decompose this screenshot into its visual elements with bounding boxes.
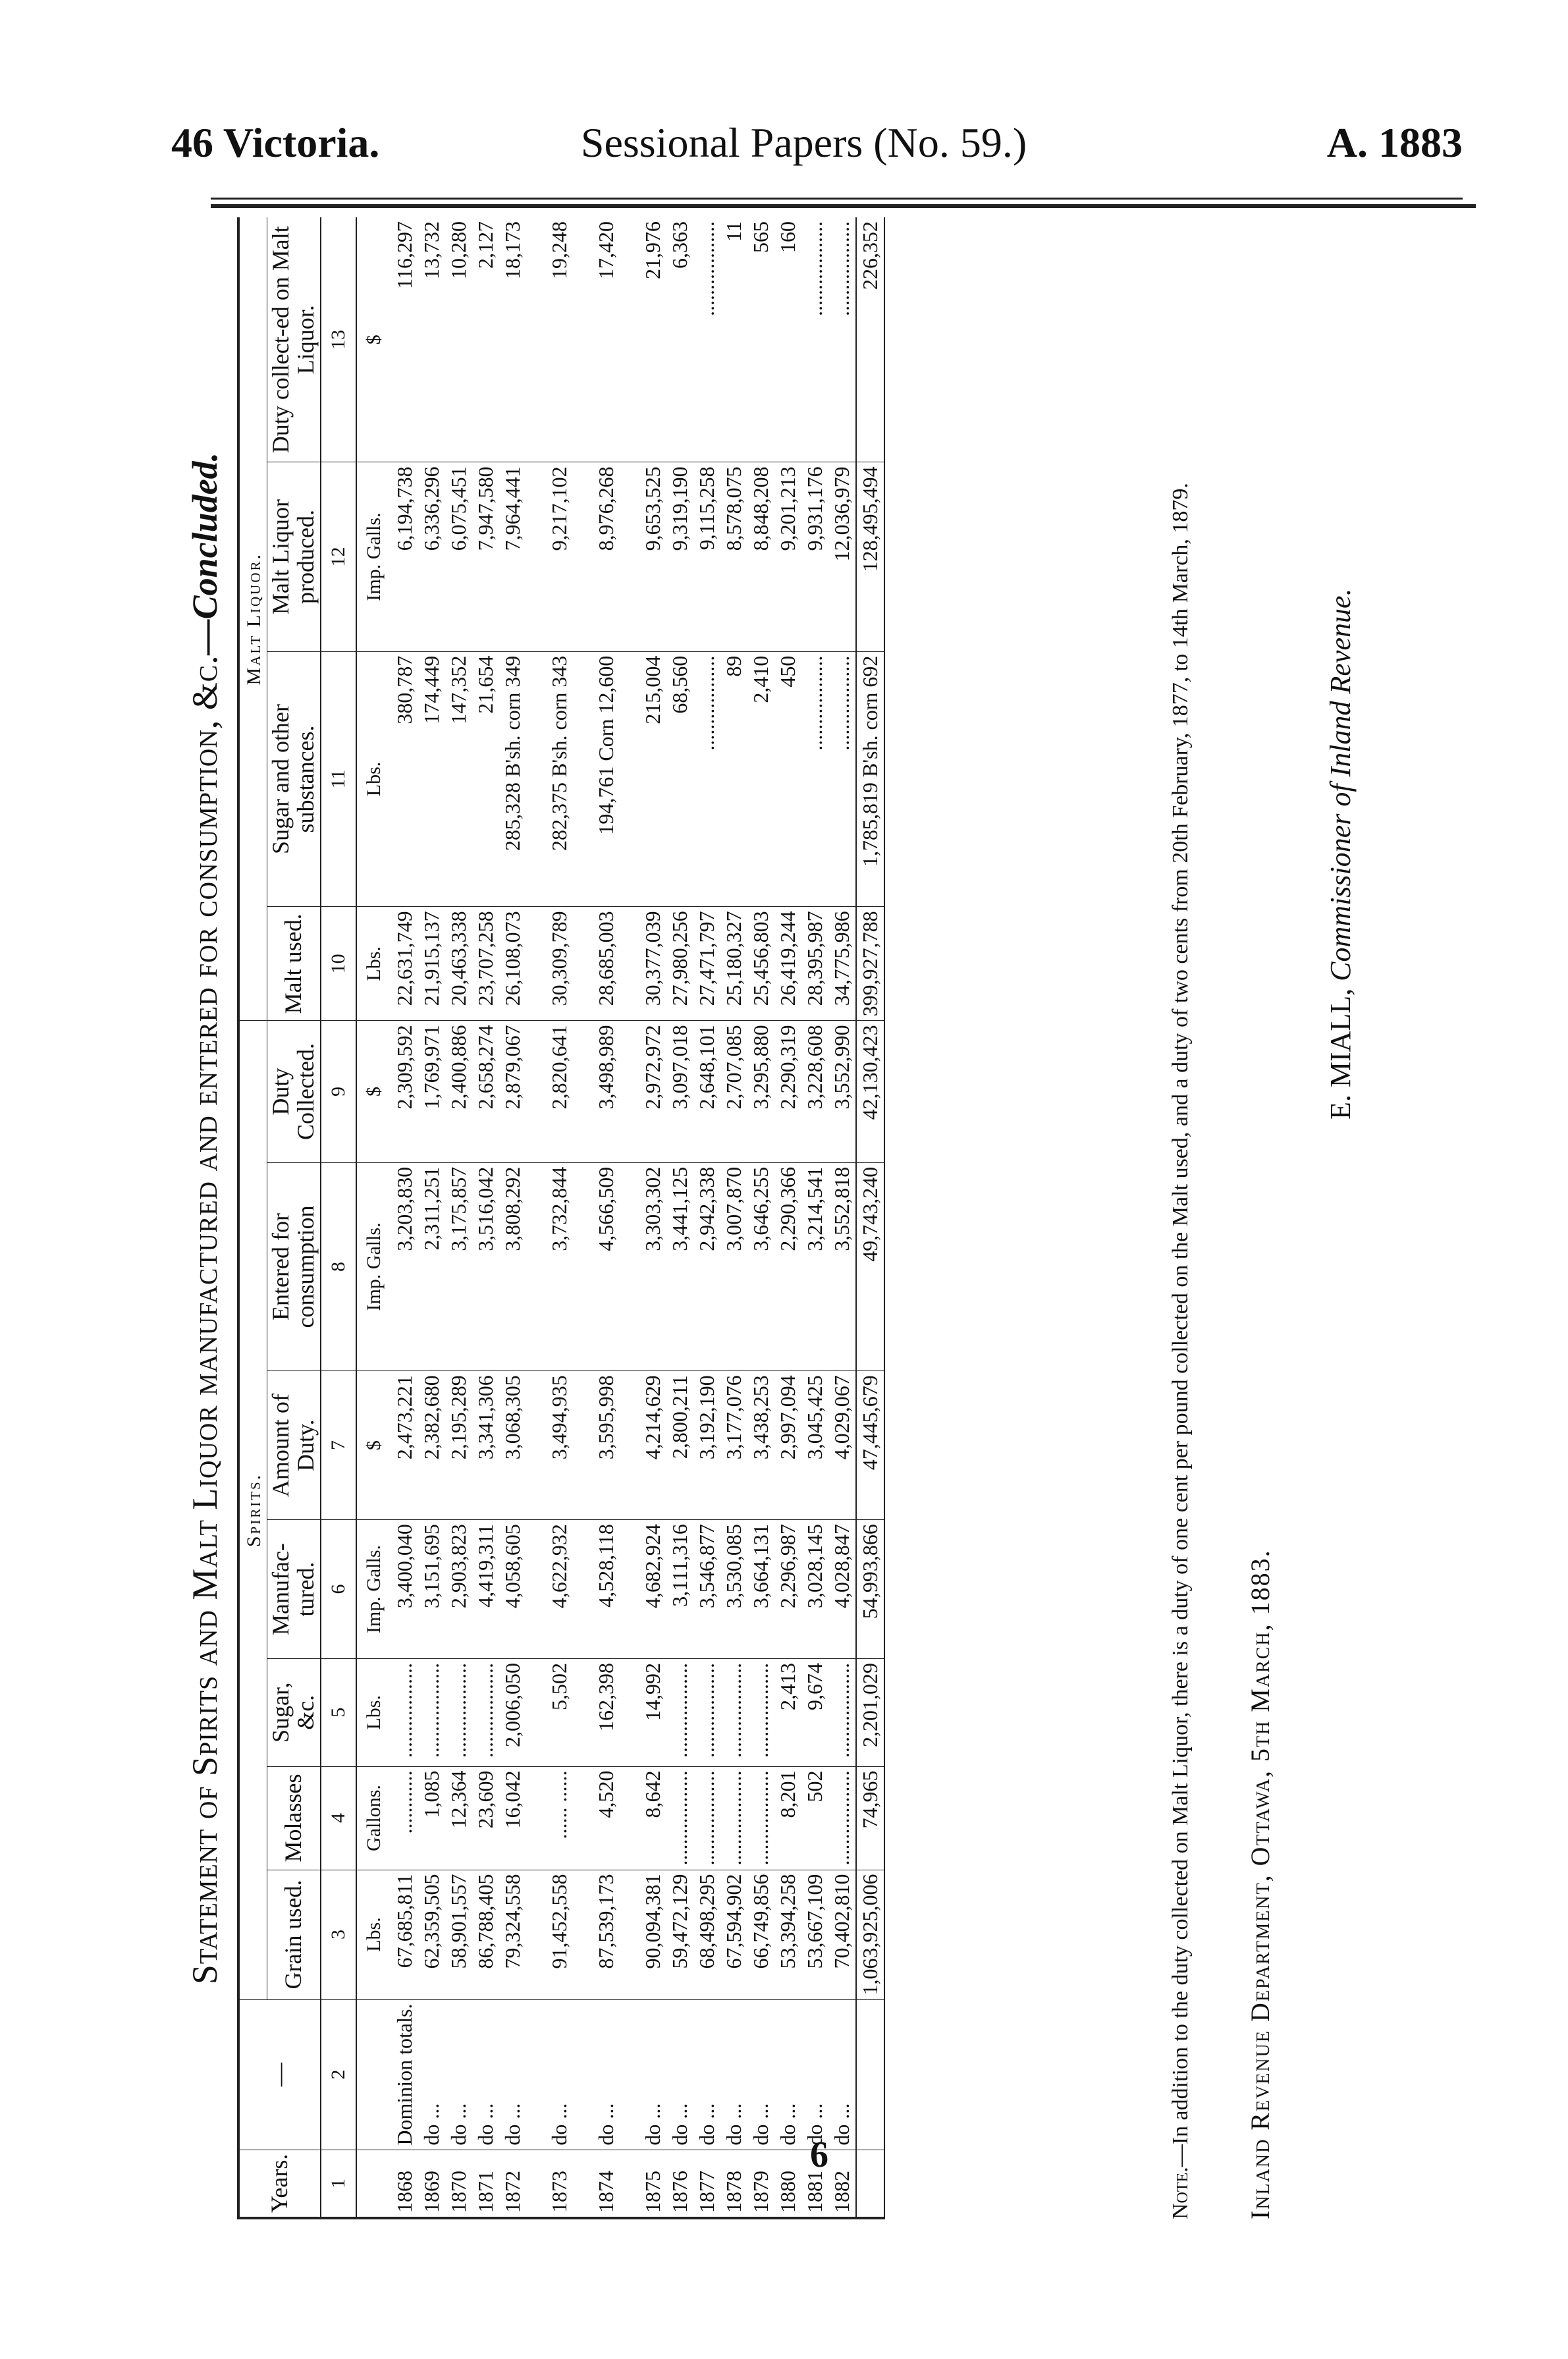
amount-duty-cell: 2,997,094 <box>774 1371 801 1520</box>
sugar-cell: .................. <box>418 1659 445 1767</box>
sugar-other-cell: .................. <box>801 651 828 907</box>
grain-cell: 53,394,258 <box>774 1870 801 1999</box>
duty-malt-cell: 2,127 <box>472 217 499 462</box>
group-spirits: Spirits. <box>238 1021 267 1999</box>
duty-malt-cell: 160 <box>774 217 801 462</box>
sugar-cell: 5,502 <box>546 1659 573 1767</box>
total-malt: 399,927,788 <box>856 907 884 1021</box>
total-sugar: 2,201,029 <box>856 1659 884 1767</box>
malt-liquor-cell: 6,075,451 <box>445 462 472 651</box>
entered-cell: 2,942,338 <box>693 1162 720 1371</box>
malt-cell: 30,377,039 <box>639 907 666 1021</box>
header-grain-used: Grain used. <box>267 1870 321 1999</box>
label-cell: do ... <box>593 1999 620 2150</box>
duty-collected-cell: 2,648,101 <box>693 1021 720 1162</box>
amount-duty-cell: 4,029,067 <box>828 1371 856 1520</box>
duty-collected-cell: 1,769,971 <box>418 1021 445 1162</box>
header-sugar-other: Sugar and other substances. <box>267 651 321 907</box>
entered-cell: 3,646,255 <box>747 1162 774 1371</box>
label-cell: do ... <box>693 1999 720 2150</box>
malt-cell: 28,685,003 <box>593 907 620 1021</box>
amount-duty-cell: 3,341,306 <box>472 1371 499 1520</box>
entered-cell: 3,441,125 <box>666 1162 693 1371</box>
entered-cell: 3,303,302 <box>639 1162 666 1371</box>
footnote <box>1166 217 1196 2219</box>
year-cell: 1876 <box>666 2150 693 2218</box>
manufactured-cell: 3,530,085 <box>720 1520 747 1659</box>
total-malt-liquor: 128,495,494 <box>856 462 884 651</box>
duty-malt-cell: 6,363 <box>666 217 693 462</box>
unit: Gallons. <box>356 1766 391 1870</box>
col-num: 6 <box>321 1520 356 1659</box>
header-session: 46 Victoria. <box>171 119 380 166</box>
entered-cell: 3,516,042 <box>472 1162 499 1371</box>
year-cell: 1870 <box>445 2150 472 2218</box>
molasses-cell: 502 <box>801 1766 828 1870</box>
year-cell: 1868 <box>391 2150 418 2218</box>
entered-cell: 3,552,818 <box>828 1162 856 1371</box>
duty-collected-cell: 3,228,608 <box>801 1021 828 1162</box>
molasses-cell: .................. <box>747 1766 774 1870</box>
year-cell: 1880 <box>774 2150 801 2218</box>
molasses-cell: 16,042 <box>499 1766 526 1870</box>
malt-cell: 20,463,338 <box>445 907 472 1021</box>
duty-malt-cell: 18,173 <box>499 217 526 462</box>
year-cell: 1873 <box>546 2150 573 2218</box>
malt-cell: 25,180,327 <box>720 907 747 1021</box>
sugar-cell: .................. <box>720 1659 747 1767</box>
table-row <box>546 217 573 2218</box>
table-row <box>693 217 720 2218</box>
manufactured-cell: 3,111,316 <box>666 1520 693 1659</box>
duty-malt-cell: 21,976 <box>639 217 666 462</box>
header-entered: Entered for consumption <box>267 1162 321 1371</box>
duty-collected-cell: 2,972,972 <box>639 1021 666 1162</box>
col-num: 5 <box>321 1659 356 1767</box>
manufactured-cell: 4,419,311 <box>472 1520 499 1659</box>
malt-liquor-cell: 9,115,258 <box>693 462 720 651</box>
department-text: Inland Revenue Department, Ottawa, 5th March, 1883. <box>1245 1549 1275 2219</box>
grain-cell: 79,324,558 <box>499 1870 526 1999</box>
amount-duty-cell: 3,045,425 <box>801 1371 828 1520</box>
duty-malt-cell: 19,248 <box>546 217 573 462</box>
header-malt-used: Malt used. <box>267 907 321 1021</box>
label-cell: do ... <box>666 1999 693 2150</box>
sugar-cell: .................. <box>747 1659 774 1767</box>
molasses-cell: .................. <box>828 1766 856 1870</box>
malt-cell: 26,108,073 <box>499 907 526 1021</box>
molasses-cell: .................. <box>666 1766 693 1870</box>
group-malt-liquor: Malt Liquor. <box>238 217 267 1021</box>
entered-cell: 3,007,870 <box>720 1162 747 1371</box>
unit-row <box>356 217 391 2218</box>
sugar-other-cell: 174,449 <box>418 651 445 907</box>
amount-duty-cell: 4,214,629 <box>639 1371 666 1520</box>
table-row <box>801 217 828 2218</box>
manufactured-cell: 4,682,924 <box>639 1520 666 1659</box>
sugar-cell: .................. <box>666 1659 693 1767</box>
header-duty-malt: Duty collect-ed on Malt Liquor. <box>267 217 321 462</box>
statement-title <box>184 198 225 2239</box>
unit: Imp. Galls. <box>356 1162 391 1371</box>
label-cell: do ... <box>445 1999 472 2150</box>
total-grain: 1,063,925,006 <box>856 1870 884 1999</box>
manufactured-cell: 3,151,695 <box>418 1520 445 1659</box>
label-cell: do ... <box>546 1999 573 2150</box>
malt-liquor-cell: 6,194,738 <box>391 462 418 651</box>
total-manufactured: 54,993,866 <box>856 1520 884 1659</box>
unit: Lbs. <box>356 1659 391 1767</box>
grain-cell: 59,472,129 <box>666 1870 693 1999</box>
grain-cell: 90,094,381 <box>639 1870 666 1999</box>
year-cell: 1875 <box>639 2150 666 2218</box>
row-spacer <box>526 217 546 2218</box>
manufactured-cell: 2,903,823 <box>445 1520 472 1659</box>
margin-mark: 6 <box>810 2134 828 2175</box>
signatory-title: Commissioner of Inland Revenue. <box>1324 588 1357 981</box>
grain-cell: 58,901,557 <box>445 1870 472 1999</box>
unit: $ <box>356 1371 391 1520</box>
malt-liquor-cell: 6,336,296 <box>418 462 445 651</box>
duty-collected-cell: 2,820,641 <box>546 1021 573 1162</box>
year-cell: 1877 <box>693 2150 720 2218</box>
label-cell: do ... <box>828 1999 856 2150</box>
unit: Lbs. <box>356 651 391 907</box>
manufactured-cell: 3,664,131 <box>747 1520 774 1659</box>
signatory-name: E. MIALL, <box>1324 988 1357 1120</box>
manufactured-cell: 4,622,932 <box>546 1520 573 1659</box>
sugar-other-cell: 194,761 Corn 12,600 <box>593 651 620 907</box>
sugar-cell: 9,674 <box>801 1659 828 1767</box>
malt-liquor-cell: 9,201,213 <box>774 462 801 651</box>
unit: Imp. Galls. <box>356 1520 391 1659</box>
entered-cell: 4,566,509 <box>593 1162 620 1371</box>
molasses-cell: ...... ...... <box>546 1766 573 1870</box>
molasses-cell: 23,609 <box>472 1766 499 1870</box>
header-amount-of-duty: Amount of Duty. <box>267 1371 321 1520</box>
manufactured-cell: 3,028,145 <box>801 1520 828 1659</box>
entered-cell: 3,808,292 <box>499 1162 526 1371</box>
grain-cell: 91,452,558 <box>546 1870 573 1999</box>
sugar-other-cell: 89 <box>720 651 747 907</box>
col-num: 12 <box>321 462 356 651</box>
entered-cell: 2,311,251 <box>418 1162 445 1371</box>
sugar-cell: 162,398 <box>593 1659 620 1767</box>
header-years: Years. <box>238 2150 321 2218</box>
malt-liquor-cell: 12,036,979 <box>828 462 856 651</box>
manufactured-cell: 3,546,877 <box>693 1520 720 1659</box>
header-papers: Sessional Papers (No. 59.) <box>580 119 1027 166</box>
sugar-cell: .................. <box>445 1659 472 1767</box>
col-num: 11 <box>321 651 356 907</box>
sugar-cell: 2,006,050 <box>499 1659 526 1767</box>
year-cell: 1872 <box>499 2150 526 2218</box>
rotated-statement <box>151 198 1469 2239</box>
malt-cell: 25,456,803 <box>747 907 774 1021</box>
column-number-row <box>321 217 356 2218</box>
sugar-other-cell: 215,004 <box>639 651 666 907</box>
grain-cell: 68,498,295 <box>693 1870 720 1999</box>
label-cell: do ... <box>774 1999 801 2150</box>
signature <box>1324 588 1357 1120</box>
grain-cell: 70,402,810 <box>828 1870 856 1999</box>
year-cell: 1881 <box>801 2150 828 2218</box>
sugar-other-cell: 147,352 <box>445 651 472 907</box>
duty-collected-cell: 2,879,067 <box>499 1021 526 1162</box>
total-molasses: 74,965 <box>856 1766 884 1870</box>
col-num: 7 <box>321 1371 356 1520</box>
sugar-other-cell: .................. <box>693 651 720 907</box>
header-year: A. 1883 <box>1326 119 1463 166</box>
unit: Imp. Galls. <box>356 462 391 651</box>
title-main: Statement of Spirits and Malt Liquor manufactured and entered for consumption, &c. <box>185 655 225 1985</box>
table-row <box>391 217 418 2218</box>
manufactured-cell: 3,400,040 <box>391 1520 418 1659</box>
total-sugar-other: 1,785,819 B'sh. corn 692 <box>856 651 884 907</box>
duty-collected-cell: 3,498,989 <box>593 1021 620 1162</box>
molasses-cell: 1,085 <box>418 1766 445 1870</box>
malt-liquor-cell: 8,848,208 <box>747 462 774 651</box>
molasses-cell: .................. <box>693 1766 720 1870</box>
label-cell: do ... <box>639 1999 666 2150</box>
year-cell: 1878 <box>720 2150 747 2218</box>
duty-malt-cell: 17,420 <box>593 217 620 462</box>
header-description: — <box>238 1999 321 2150</box>
sugar-other-cell: 380,787 <box>391 651 418 907</box>
col-num: 13 <box>321 217 356 462</box>
malt-cell: 21,915,137 <box>418 907 445 1021</box>
malt-liquor-cell: 9,931,176 <box>801 462 828 651</box>
duty-collected-cell: 3,552,990 <box>828 1021 856 1162</box>
duty-malt-cell: .................. <box>693 217 720 462</box>
header-sugar: Sugar, &c. <box>267 1659 321 1767</box>
total-entered: 49,743,240 <box>856 1162 884 1371</box>
col-num: 3 <box>321 1870 356 1999</box>
sugar-other-cell: 68,560 <box>666 651 693 907</box>
sugar-other-cell: 21,654 <box>472 651 499 907</box>
amount-duty-cell: 3,192,190 <box>693 1371 720 1520</box>
molasses-cell: 8,201 <box>774 1766 801 1870</box>
col-num: 1 <box>321 2150 356 2218</box>
statement-table <box>237 217 885 2219</box>
malt-cell: 30,309,789 <box>546 907 573 1021</box>
manufactured-cell: 4,028,847 <box>828 1520 856 1659</box>
molasses-cell: 4,520 <box>593 1766 620 1870</box>
malt-liquor-cell: 7,964,441 <box>499 462 526 651</box>
malt-liquor-cell: 8,578,075 <box>720 462 747 651</box>
table-row <box>593 217 620 2218</box>
amount-duty-cell: 2,800,211 <box>666 1371 693 1520</box>
duty-collected-cell: 2,400,886 <box>445 1021 472 1162</box>
duty-collected-cell: 3,295,880 <box>747 1021 774 1162</box>
malt-cell: 28,395,987 <box>801 907 828 1021</box>
unit <box>356 2150 391 2218</box>
unit: Lbs. <box>356 1870 391 1999</box>
table-row <box>747 217 774 2218</box>
table-row <box>720 217 747 2218</box>
label-cell: do ... <box>499 1999 526 2150</box>
year-cell: 1879 <box>747 2150 774 2218</box>
entered-cell: 3,175,857 <box>445 1162 472 1371</box>
grain-cell: 86,788,405 <box>472 1870 499 1999</box>
total-duty-malt: 226,352 <box>856 217 884 462</box>
malt-liquor-cell: 9,319,190 <box>666 462 693 651</box>
duty-malt-cell: 565 <box>747 217 774 462</box>
grain-cell: 53,667,109 <box>801 1870 828 1999</box>
label-cell: do ... <box>801 1999 828 2150</box>
label-cell: do ... <box>472 1999 499 2150</box>
manufactured-cell: 4,058,605 <box>499 1520 526 1659</box>
malt-cell: 27,980,256 <box>666 907 693 1021</box>
table-row <box>774 217 801 2218</box>
entered-cell: 2,290,366 <box>774 1162 801 1371</box>
unit <box>356 1999 391 2150</box>
header-manufactured: Manufac-tured. <box>267 1520 321 1659</box>
duty-malt-cell: .................. <box>801 217 828 462</box>
title-suffix: —Concluded. <box>185 452 225 655</box>
header-malt-liquor-produced: Malt Liquor produced. <box>267 462 321 651</box>
manufactured-cell: 4,528,118 <box>593 1520 620 1659</box>
molasses-cell: 12,364 <box>445 1766 472 1870</box>
sugar-other-cell: 282,375 B'sh. corn 343 <box>546 651 573 907</box>
col-num: 8 <box>321 1162 356 1371</box>
molasses-cell: 8,642 <box>639 1766 666 1870</box>
table-row <box>445 217 472 2218</box>
duty-collected-cell: 2,309,592 <box>391 1021 418 1162</box>
table-row <box>666 217 693 2218</box>
year-cell: 1869 <box>418 2150 445 2218</box>
table-row <box>828 217 856 2218</box>
unit: Lbs. <box>356 907 391 1021</box>
amount-duty-cell: 3,438,253 <box>747 1371 774 1520</box>
totals-row <box>856 217 884 2218</box>
label-cell: do ... <box>720 1999 747 2150</box>
duty-malt-cell: 116,297 <box>391 217 418 462</box>
duty-malt-cell: .................. <box>828 217 856 462</box>
amount-duty-cell: 3,595,998 <box>593 1371 620 1520</box>
malt-liquor-cell: 9,653,525 <box>639 462 666 651</box>
year-cell: 1874 <box>593 2150 620 2218</box>
molasses-cell: ............ <box>391 1766 418 1870</box>
grain-cell: 67,594,902 <box>720 1870 747 1999</box>
unit: $ <box>356 1021 391 1162</box>
grain-cell: 62,359,505 <box>418 1870 445 1999</box>
amount-duty-cell: 3,494,935 <box>546 1371 573 1520</box>
duty-malt-cell: 13,732 <box>418 217 445 462</box>
total-amount-duty: 47,445,679 <box>856 1371 884 1520</box>
malt-cell: 22,631,749 <box>391 907 418 1021</box>
year-cell: 1871 <box>472 2150 499 2218</box>
statement-body <box>391 217 884 2218</box>
label-cell: Dominion totals. <box>391 1999 418 2150</box>
duty-collected-cell: 2,707,085 <box>720 1021 747 1162</box>
col-num: 10 <box>321 907 356 1021</box>
sugar-other-cell: 2,410 <box>747 651 774 907</box>
note-lead: Note. <box>1168 2167 1193 2219</box>
entered-cell: 3,214,541 <box>801 1162 828 1371</box>
entered-cell: 3,732,844 <box>546 1162 573 1371</box>
sugar-other-cell: .................. <box>828 651 856 907</box>
header-molasses: Molasses <box>267 1766 321 1870</box>
sugar-cell: .................. <box>693 1659 720 1767</box>
malt-cell: 27,471,797 <box>693 907 720 1021</box>
department-line <box>1245 1549 1276 2219</box>
malt-liquor-cell: 8,976,268 <box>593 462 620 651</box>
grain-cell: 67,685,811 <box>391 1870 418 1999</box>
col-num: 9 <box>321 1021 356 1162</box>
col-num: 4 <box>321 1766 356 1870</box>
total-duty-collected: 42,130,423 <box>856 1021 884 1162</box>
malt-liquor-cell: 7,947,580 <box>472 462 499 651</box>
sugar-other-cell: 285,328 B'sh. corn 349 <box>499 651 526 907</box>
note-text: —In addition to the duty collected on Malt Liquor, there is a duty of one cent per pound collected on the Malt used, and a duty of two cents from 20th February, 1877, to 14th March, 1879. <box>1168 483 1193 2167</box>
header-duty-collected: Duty Collected. <box>267 1021 321 1162</box>
entered-cell: 3,203,830 <box>391 1162 418 1371</box>
malt-cell: 34,775,986 <box>828 907 856 1021</box>
manufactured-cell: 2,296,987 <box>774 1520 801 1659</box>
malt-cell: 23,707,258 <box>472 907 499 1021</box>
amount-duty-cell: 3,177,076 <box>720 1371 747 1520</box>
duty-collected-cell: 2,658,274 <box>472 1021 499 1162</box>
row-spacer <box>573 217 593 2218</box>
duty-collected-cell: 2,290,319 <box>774 1021 801 1162</box>
unit: $ <box>356 217 391 462</box>
row-spacer <box>620 217 639 2218</box>
amount-duty-cell: 3,068,305 <box>499 1371 526 1520</box>
malt-cell: 26,419,244 <box>774 907 801 1021</box>
malt-liquor-cell: 9,217,102 <box>546 462 573 651</box>
col-num: 2 <box>321 1999 356 2150</box>
year-cell: 1882 <box>828 2150 856 2218</box>
table-row <box>418 217 445 2218</box>
table-row <box>499 217 526 2218</box>
sugar-cell: .................. <box>472 1659 499 1767</box>
sugar-other-cell: 450 <box>774 651 801 907</box>
label-cell: do ... <box>747 1999 774 2150</box>
label-cell: do ... <box>418 1999 445 2150</box>
grain-cell: 87,539,173 <box>593 1870 620 1999</box>
table-row <box>472 217 499 2218</box>
table-row <box>639 217 666 2218</box>
sugar-cell: 14,992 <box>639 1659 666 1767</box>
duty-malt-cell: 10,280 <box>445 217 472 462</box>
duty-collected-cell: 3,097,018 <box>666 1021 693 1162</box>
duty-malt-cell: 11 <box>720 217 747 462</box>
amount-duty-cell: 2,195,289 <box>445 1371 472 1520</box>
grain-cell: 66,749,856 <box>747 1870 774 1999</box>
sugar-cell: .................. <box>391 1659 418 1767</box>
amount-duty-cell: 2,473,221 <box>391 1371 418 1520</box>
page-header <box>119 119 1489 171</box>
sugar-cell: 2,413 <box>774 1659 801 1767</box>
sugar-cell: .................. <box>828 1659 856 1767</box>
molasses-cell: .................. <box>720 1766 747 1870</box>
amount-duty-cell: 2,382,680 <box>418 1371 445 1520</box>
